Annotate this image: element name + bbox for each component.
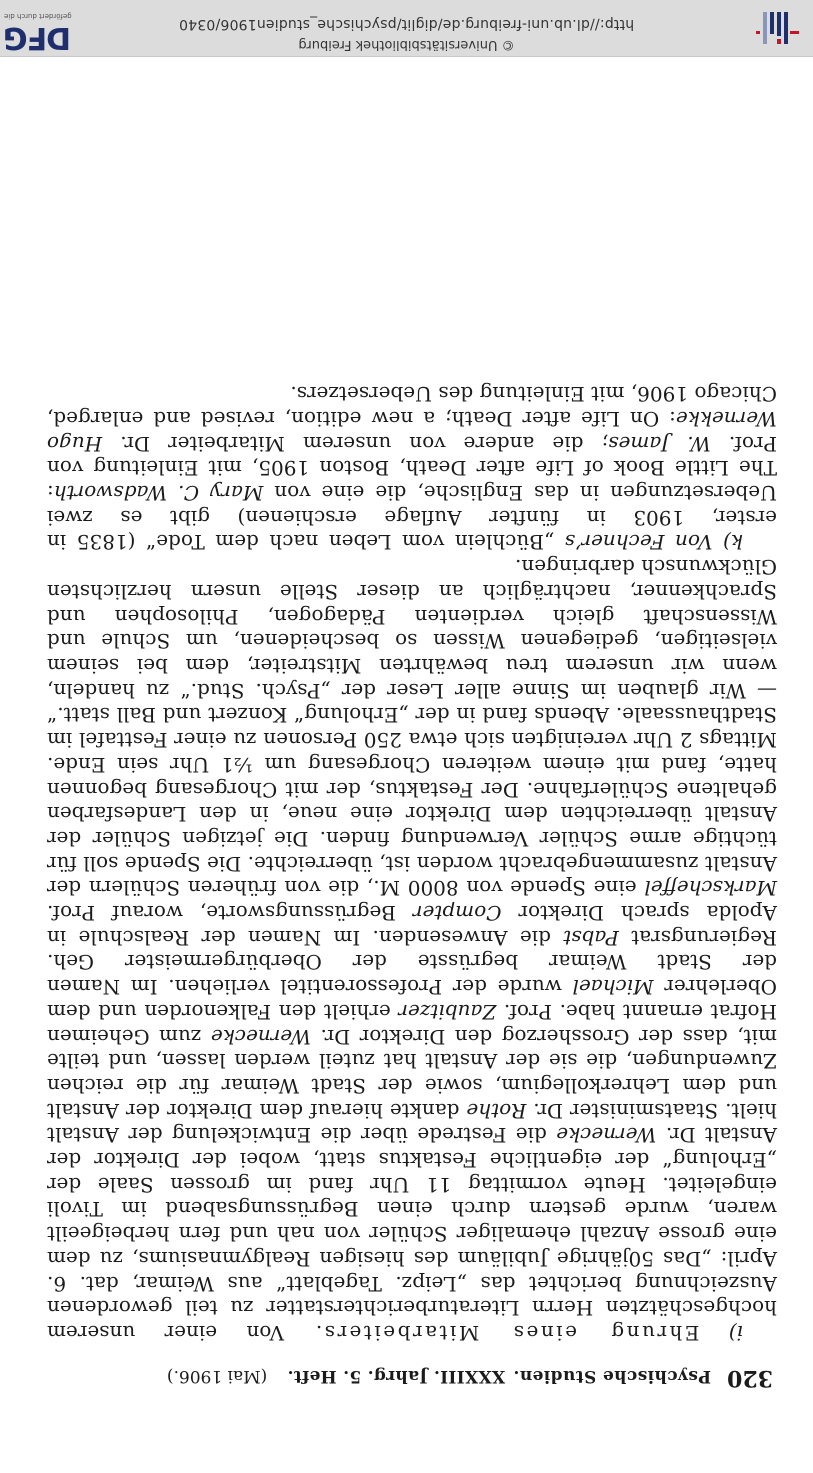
text-run: die Festrede über die Entwickelung der Anstalt hielt. Staatsminister Dr.: [47, 1098, 777, 1148]
person-name: Wernecke: [556, 1123, 657, 1148]
person-name: Compter: [412, 901, 502, 926]
section-marker-k: k): [723, 530, 743, 555]
text-run: wurde der Professorentitel verliehen. Im Namen der Stadt Weimar begrüsste der Oberbürgermeister Geh. Regierungsrat: [46, 925, 777, 1000]
page-number: 320: [727, 1365, 773, 1391]
text-run: dankte hierauf dem Direktor der Anstalt und dem Lehrerkollegium, sowie der Stadt Weimar für die reichen Zuwendungen, die sie der Anstalt hat zuteil werden lassen, und teilte mit, dass der Grossherzog den Direktor Dr.: [47, 1024, 777, 1123]
person-name: Markscheffel: [644, 876, 777, 901]
text-run: „Büchlein vom Leben nach dem Tode“ (1835 in erster, 1903 in fünfter Auflage erschienen) gibt es zwei Uebersetzungen in das Englische, die eine von: [47, 481, 777, 555]
text-run: zum Geheimen Hofrat ernannt habe. Prof.: [46, 999, 777, 1049]
person-name: Rothe: [466, 1098, 527, 1123]
text-run: eine Spende von 8000 M., die von früheren Schülern der Anstalt zusammengebracht worden ist, überreichte. Die Spende soll für tüchtige arme Schüler Verwendung finden. Die jetzigen Schüler der Anstalt überreichten dem Direktor eine neue, in den Landesfarben gehaltene Schülerfahne. Der Festaktus, der mit Chorgesang begonnen hatte, fand mit einem weiteren Chorgesang um ½1 Uhr sein Ende. Mittags 2 Uhr vereinigten sich etwa 250 Personen zu einer Festtafel im Stadthaussaale. Abends fand in der „Erholung“ Konzert und Ball statt.“ — Wir glauben im Sinne aller Leser der „Psych. Stud.“ zu handeln, wenn wir unserem treu bewährten Mitstreiter, dem bei seinem vielseitigen, gediegenen Wissen so bescheidenen, um Schule und Wissenschaft gleich verdienten Pädagogen, Philosophen und Sprachkenner, nachträglich an dieser Stelle unsern herzlichsten Glückwunsch darbringen.: [46, 555, 777, 901]
text-run: die Anwesenden. Im Namen der Realschule in Apolda sprach Direktor: [46, 901, 777, 950]
person-name: W. James: [608, 431, 711, 456]
text-run: Von: [675, 530, 713, 555]
person-name: Wernecke: [210, 1024, 312, 1049]
journal-title: Psychische Studien.: [513, 1366, 712, 1386]
person-name: Pabst: [563, 925, 619, 950]
text-run: Von einer unserem hochgeschätzten Herrn Literaturberichterstatter zu teil gewordenen Auszeichnung berichtet das „Leipz. Tageblatt“ aus Weimar, dat. 6. April: „Das 50jährige Jubiläum des hiesigen Realgymnasiums, zu dem eine grosse Anzahl ehemaliger Schüler von nah und fern herbeigeeilt waren, wurde gestern durch einen Begrüssungsabend im Tivoli eingeleitet. Heute vormittag 11 Uhr fand im grossen Saale der „Erholung“ der eigentliche Festaktus statt, wobei der Direktor der Anstalt Dr.: [47, 1123, 777, 1345]
paragraph-i: [47, 555, 777, 1346]
person-name: Zaubitzer: [398, 999, 497, 1024]
dfg-note: gefördert durch die: [4, 12, 72, 20]
paragraph-k: [47, 382, 777, 555]
footer-bar: [0, 0, 813, 57]
document-url-link[interactable]: http://dl.ub.uni-freiburg.de/diglit/psychische_studien1906/0340: [178, 16, 635, 32]
document-page: [47, 382, 777, 1391]
body-text: [47, 382, 777, 1345]
text-run: : The Little Book of Life after Death, Boston 1905, mit Einleitung von Prof.: [46, 431, 777, 506]
text-run: erhielt den Falkenorden und dem Oberlehrer: [46, 975, 777, 1024]
text-run: : On Life after Death; a new edition, revised and enlarged, Chicago 1906, mit Einleitung des Uebersetzers.: [47, 382, 777, 431]
text-run: Begrüssungsworte, worauf Prof.: [47, 901, 397, 926]
section-heading: Ehrung eines Mitarbeiters.: [313, 1321, 700, 1345]
section-marker-i: i): [728, 1321, 743, 1345]
ub-freiburg-logo-icon: [753, 8, 803, 48]
person-name: Michael: [572, 975, 654, 1000]
dfg-logo-text: DFG: [4, 20, 72, 55]
text-run: ; die andere von unserem Mitarbeiter Dr.: [120, 431, 609, 456]
issue-info: XXXIII. Jahrg. 5. Heft.: [287, 1366, 506, 1386]
person-name: Hugo Wernekke: [46, 406, 777, 456]
person-name: Fechner’s: [564, 530, 665, 555]
person-name: Mary C. Wadsworth: [53, 481, 264, 506]
issue-date: (Mai 1906.): [166, 1366, 268, 1386]
copyright-notice: © Universitätsbibliothek Freiburg: [298, 37, 515, 52]
running-head: [47, 1365, 773, 1391]
